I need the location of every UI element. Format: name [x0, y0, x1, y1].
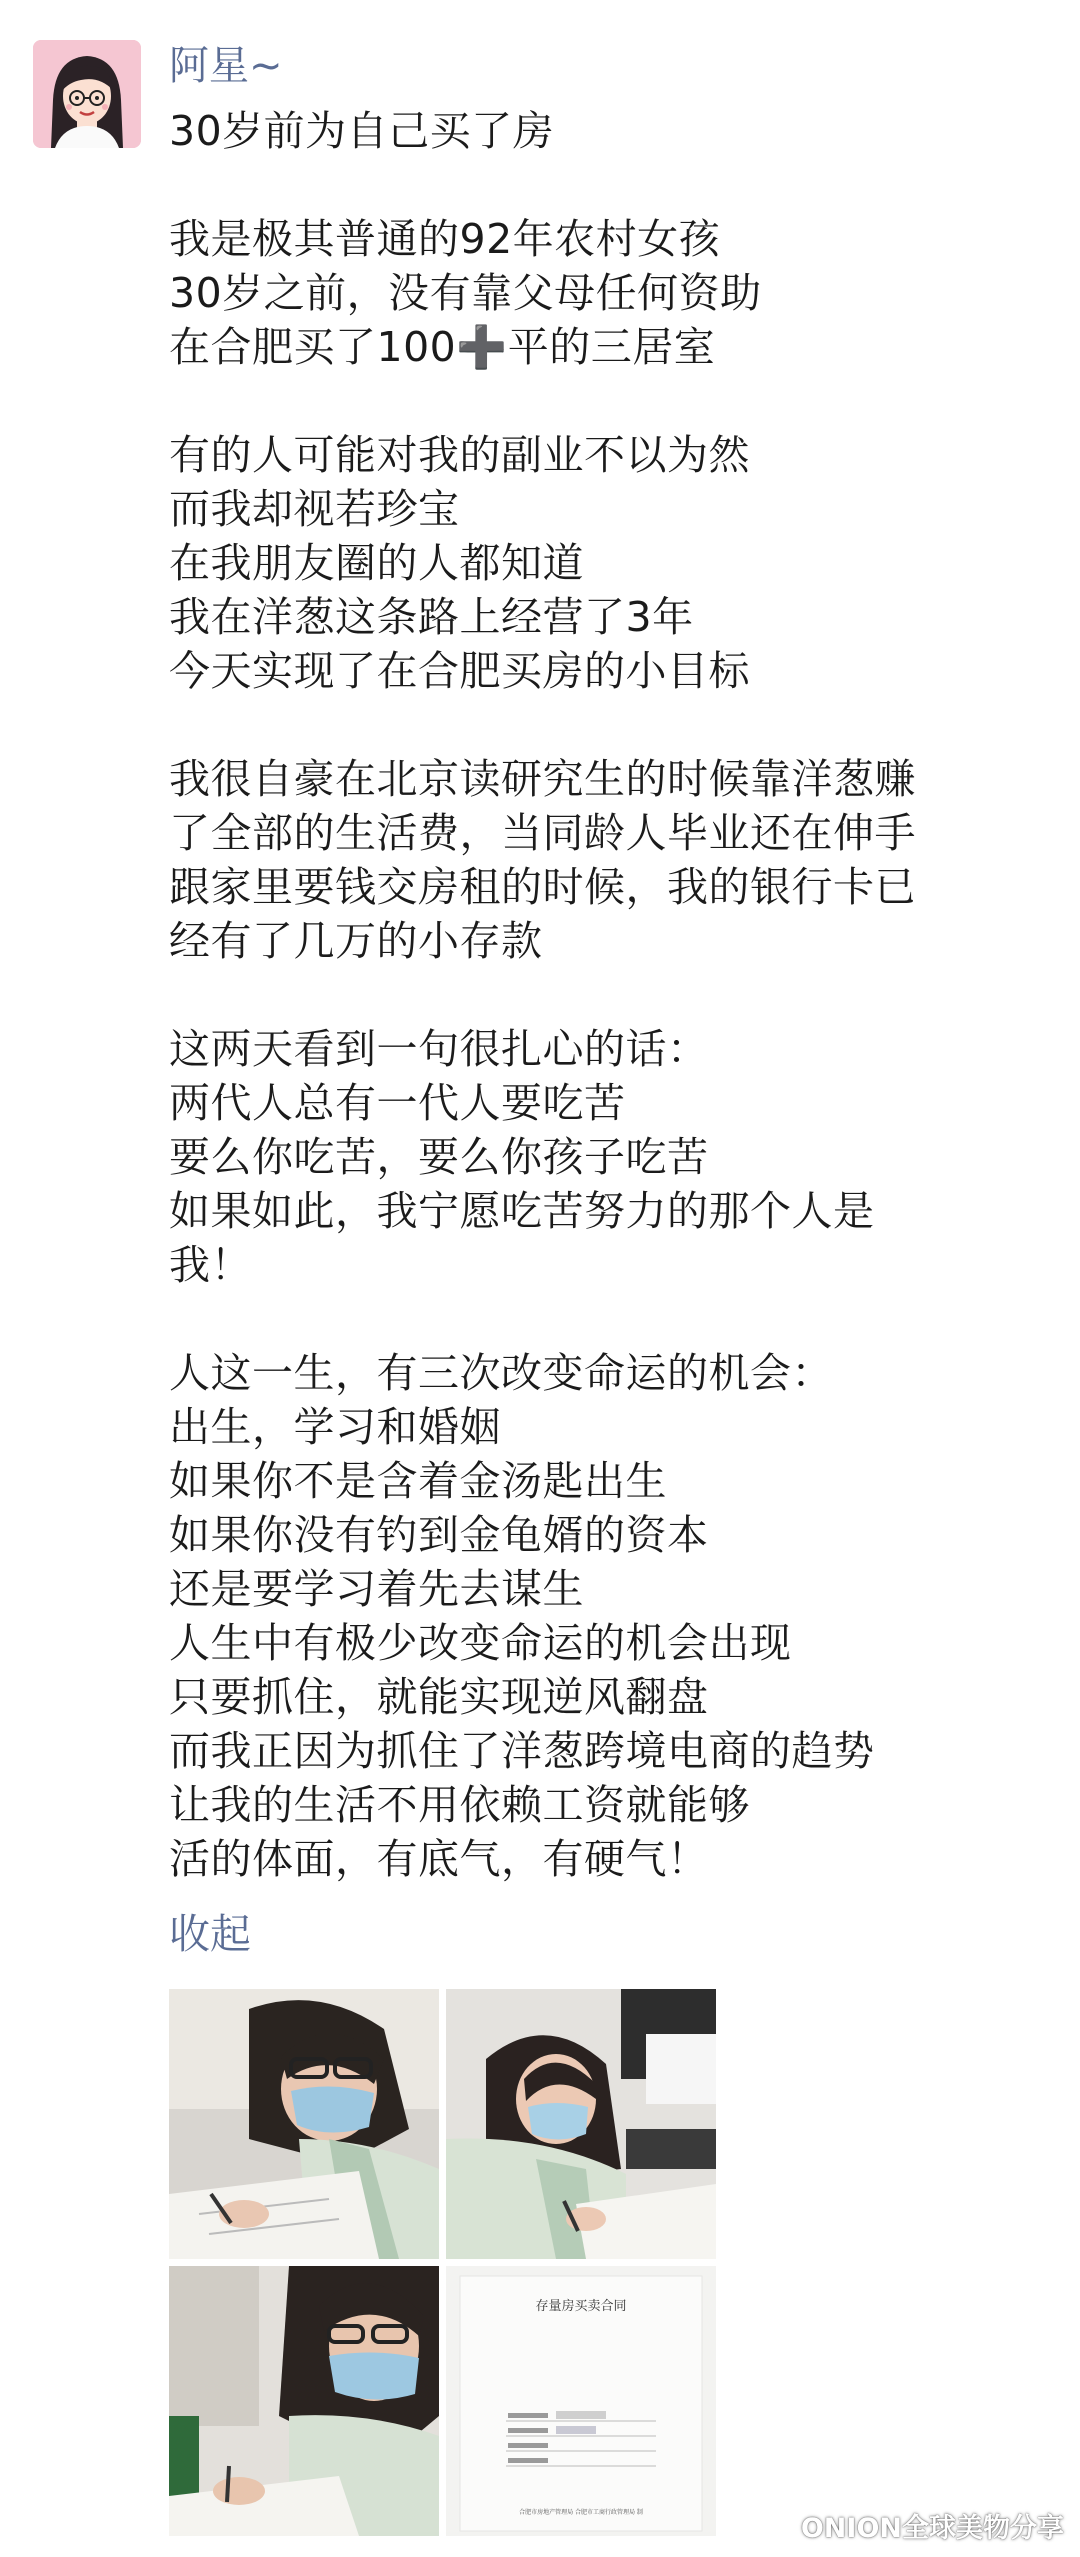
post-photo-2[interactable]: [446, 1989, 716, 2259]
author-name[interactable]: 阿星~: [169, 43, 283, 89]
collapse-link[interactable]: 收起: [169, 1910, 251, 1958]
post-body-text: 30岁前为自己买了房 我是极其普通的92年农村女孩 30岁之前，没有靠父母任何资助 在合肥买了100➕平的三居室 有的人可能对我的副业不以为然 而我却视若珍宝 在我朋友圈的人都知道 我在洋葱这条路上经营了3年 今天实现了在合肥买房的小目标 我很自豪在北京读研究生的时候靠洋葱赚 了全部的生活费，当同龄人毕业还在伸手 跟家里要钱交房租的时候，我的银行卡已 经有了几万的小存款 这两天看到一句很扎心的话： 两代人总有一代人要吃苦 要么你吃苦，要么你孩子吃苦 如果如此，我宁愿吃苦努力的那个人是 我！ 人这一生，有三次改变命运的机会： 出生，学习和婚姻 如果你不是含着金汤匙出生 如果你没有钓到金龟婿的资本 还是要学习着先去谋生 人生中有极少改变命运的机会出现 只要抓住，就能实现逆风翻盘 而我正因为抓住了洋葱跨境电商的趋势 让我的生活不用依赖工资就能够 活的体面，有底气，有硬气！: [169, 107, 916, 1883]
avatar[interactable]: [33, 40, 141, 148]
wechat-icon: [751, 2509, 793, 2543]
post-photo-1[interactable]: [169, 1989, 439, 2259]
contract-title: 存量房买卖合同: [535, 2299, 627, 2314]
photo-contract-document: [446, 2266, 716, 2536]
watermark-text: ONION全球美物分享: [800, 2513, 1064, 2544]
photo-woman-signing-closeup: [169, 2266, 439, 2536]
watermark: [751, 2506, 1064, 2545]
photo-woman-writing-desk: [446, 1989, 716, 2259]
avatar-cartoon-icon: [33, 40, 141, 148]
post-photo-4-contract[interactable]: [446, 2266, 716, 2536]
post-photo-3[interactable]: [169, 2266, 439, 2536]
contract-footer: 合肥市房地产管理局 合肥市工商行政管理局 制: [519, 2509, 643, 2516]
photo-woman-signing: [169, 1989, 439, 2259]
